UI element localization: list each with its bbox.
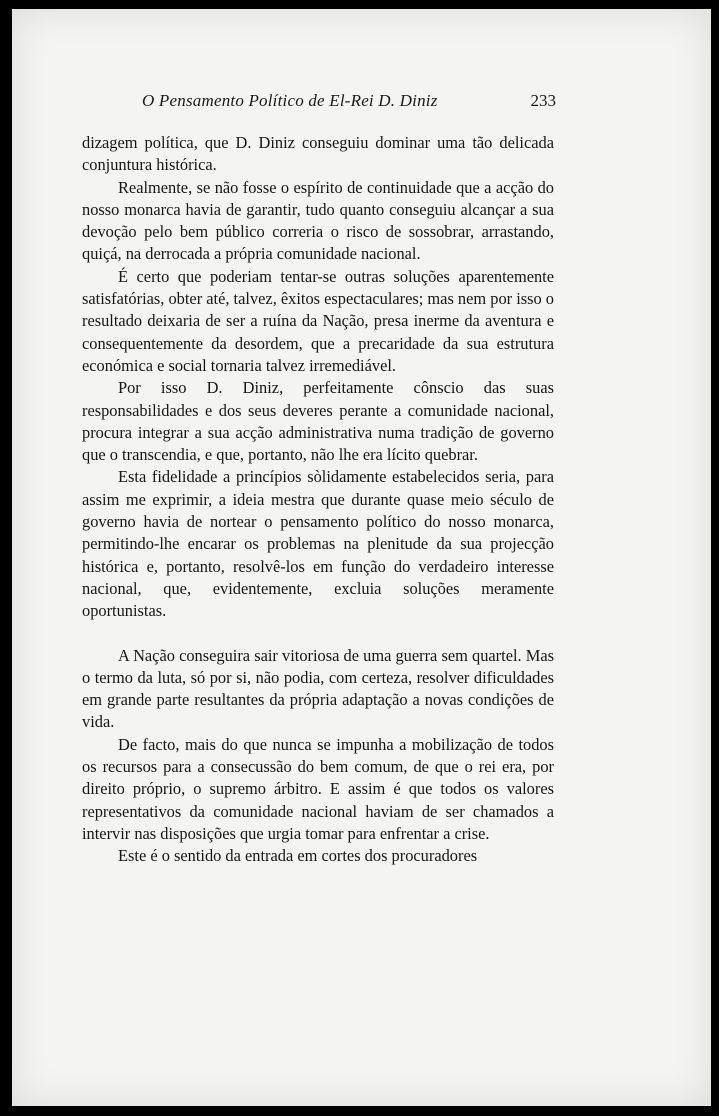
paragraph: É certo que poderiam tentar-se outras soluções aparentemente satisfatórias, obter até, talvez, êxitos espectaculares; mas nem por isso o resultado deixaria de ser a ruína da Nação, presa inerme da aventura e consequentemente da desordem, que a precaridade da sua estrutura económica e social tornaria talvez irremediável.	[82, 266, 554, 375]
paragraph: A Nação conseguira sair vitoriosa de uma guerra sem quartel. Mas o termo da luta, só por si, não podia, com certeza, resolver dificuldades em grande parte resultantes da própria adaptação a novas condições de vida.	[82, 645, 554, 732]
paragraph-continued: dizagem política, que D. Diniz conseguiu dominar uma tão delicada conjuntura histórica.	[82, 133, 554, 175]
body-text	[82, 132, 554, 868]
page-number: 233	[530, 91, 556, 110]
page-header	[82, 91, 556, 117]
paragraph: De facto, mais do que nunca se impunha a mobilização de todos os recursos para a consecussão do bem comum, de que o rei era, por direito próprio, o supremo árbitro. E assim é que todos os valores representativos da comunidade nacional haviam de ser chamados a intervir nas disposições que urgia tomar para enfrentar a crise.	[82, 734, 554, 843]
paragraph: Por isso D. Diniz, perfeitamente cônscio das suas responsabilidades e dos seus deveres perante a comunidade nacional, procura integrar a sua acção administrativa numa tradição de governo que o transcendia, e que, portanto, não lhe era lícito quebrar.	[82, 378, 554, 465]
paragraph: Este é o sentido da entrada em cortes dos procuradores	[118, 846, 478, 866]
running-title: O Pensamento Político de El-Rei D. Diniz	[142, 91, 438, 110]
section-break	[82, 623, 554, 645]
paragraph: Realmente, se não fosse o espírito de continuidade que a acção do nosso monarca havia de garantir, tudo quanto conseguiu alcançar a sua devoção pelo bem público correria o risco de sossobrar, arrastando, quiçá, na derrocada a própria comunidade nacional.	[82, 177, 554, 264]
book-page	[12, 9, 711, 1106]
paragraph: Esta fidelidade a princípios sòlidamente estabelecidos seria, para assim me exprimir, a ideia mestra que durante quase meio século de governo havia de nortear o pensamento político do nosso monarca, permitindo-lhe encarar os problemas na plenitude da sua projecção histórica e, portanto, resolvê-los em função do verdadeiro interesse nacional, que, evidentemente, excluia soluções meramente oportunistas.	[82, 467, 554, 621]
